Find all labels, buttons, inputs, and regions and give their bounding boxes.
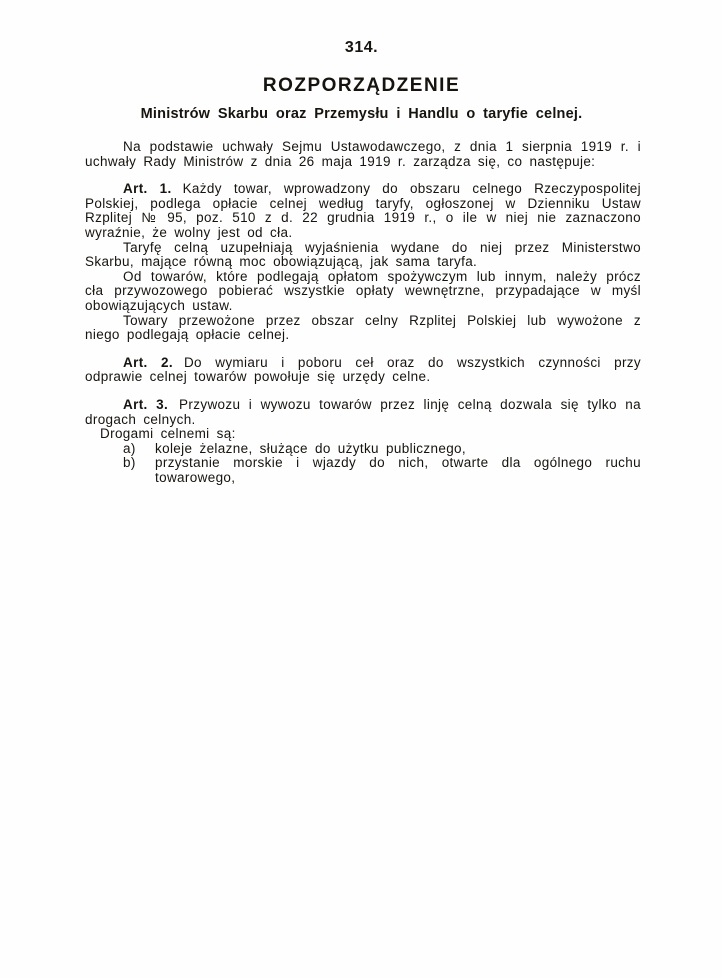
article-1-paragraph-1: Taryfę celną uzupełniają wyjaśnienia wydane do niej przez Ministerstwo Skarbu, mające równą moc obowiązującą, jak sama taryfa. xyxy=(85,239,641,270)
decree-title: ROZPORZĄDZENIE xyxy=(262,75,461,96)
article-1-paragraph-2: Od towarów, które podlegają opłatom spożywczym lub innym, należy prócz cła przywozowego pobierać wszystkie opłaty wewnętrzne, przypadające w myśl obowiązujących ustaw. xyxy=(85,268,641,313)
list-item-a xyxy=(123,442,641,457)
article-1-label: Art. 1. xyxy=(123,181,172,197)
list-item-b xyxy=(123,456,641,485)
list-intro: Drogami celnemi są: xyxy=(100,426,236,442)
article-3-label: Art. 3. xyxy=(123,396,169,412)
article-1 xyxy=(85,182,641,240)
article-1-text: Każdy towar, wprowadzony do obszaru celnego Rzeczypospolitej Polskiej, podlega opłacie celnej według taryfy, ogłoszonej w Dzienniku Ustaw Rzplitej № 95, poz. 510 z d. 22 grudnia 1919 r., o ile w niej nie zaznaczono wyraźnie, że wolny jest od cła. xyxy=(85,181,641,240)
article-3-text: Przywozu i wywozu towarów przez linję celną dozwala się tylko na drogach celnych. xyxy=(85,396,641,427)
list-item-a-marker: a) xyxy=(123,440,136,456)
article-2 xyxy=(85,356,641,385)
preamble: Na podstawie uchwały Sejmu Ustawodawczego, z dnia 1 sierpnia 1919 r. i uchwały Rady Ministrów z dnia 26 maja 1919 r. zarządza się, co następuje: xyxy=(85,139,641,169)
article-2-label: Art. 2. xyxy=(123,354,173,370)
article-2-text: Do wymiaru i poboru ceł oraz do wszystkich czynności przy odprawie celnej towarów powołuje się urzędy celne. xyxy=(85,354,641,385)
page-number: 314. xyxy=(344,39,379,56)
list-item-a-text: koleje żelazne, służące do użytku publicznego, xyxy=(155,440,467,456)
decree-subtitle: Ministrów Skarbu oraz Przemysłu i Handlu o taryfie celnej. xyxy=(140,106,583,122)
list-item-b-text: przystanie morskie i wjazdy do nich, otwarte dla ogólnego ruchu towarowego, xyxy=(155,455,641,485)
article-1-paragraph-3: Towary przewożone przez obszar celny Rzplitej Polskiej lub wywożone z niego podlegają opłacie celnej. xyxy=(85,312,641,343)
list-item-b-marker: b) xyxy=(123,455,136,471)
decree-body xyxy=(85,140,641,485)
article-3 xyxy=(85,398,641,427)
